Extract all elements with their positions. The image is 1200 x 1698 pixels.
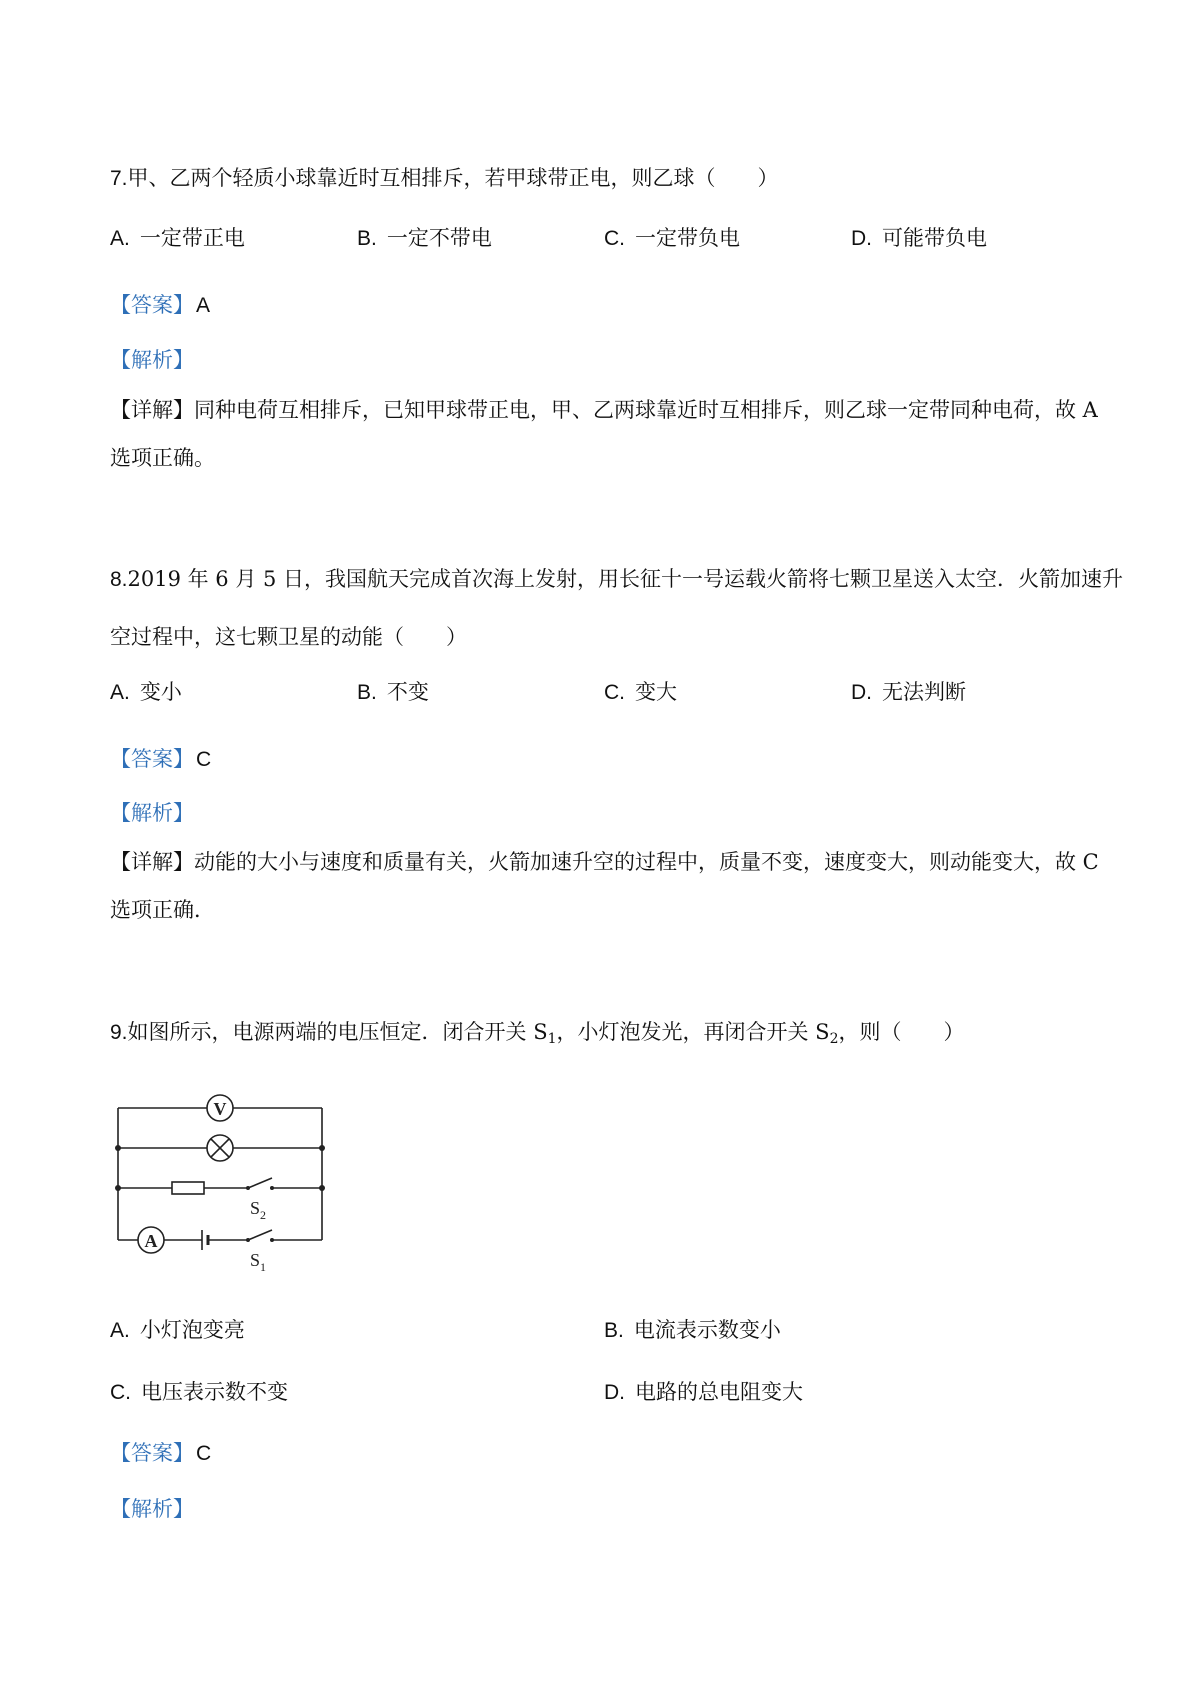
switch-s2-icon [246, 1186, 250, 1190]
q8-answer: 【答案】C [110, 747, 212, 771]
q8-stem-line1: 8.2019 年 6 月 5 日，我国航天完成首次海上发射，用长征十一号运载火箭将七颗卫星送入太空．火箭加速升 [110, 567, 1124, 591]
resistor-icon [172, 1182, 204, 1194]
q8-option-c: C. 变大 [604, 680, 677, 704]
q8-option-a: A. 变小 [110, 680, 182, 704]
circuit-diagram [110, 1090, 330, 1280]
q7-stem: 7.甲、乙两个轻质小球靠近时互相排斥，若甲球带正电，则乙球（ ） [110, 166, 779, 190]
q9-analysis: 【解析】 [110, 1497, 194, 1521]
q7-detail-line1: 【详解】同种电荷互相排斥，已知甲球带正电，甲、乙两球靠近时互相排斥，则乙球一定带同种电荷，故 A [110, 398, 1098, 422]
q8-detail-line2: 选项正确． [110, 898, 215, 922]
battery-icon [202, 1230, 208, 1250]
voltmeter-label: V [213, 1099, 227, 1119]
q8-detail-line1: 【详解】动能的大小与速度和质量有关，火箭加速升空的过程中，质量不变，速度变大，则动能变大，故 C [110, 850, 1099, 874]
q9-answer: 【答案】C [110, 1441, 212, 1465]
q7-option-a: A. 一定带正电 [110, 226, 245, 250]
q8-option-b: B. 不变 [357, 680, 429, 704]
lamp-icon [207, 1135, 233, 1161]
q9-option-c: C. 电压表示数不变 [110, 1380, 288, 1404]
q8-stem-line2: 空过程中，这七颗卫星的动能（ ） [110, 625, 467, 649]
switch-s2-label: $S_2$ [250, 1198, 267, 1222]
q7-option-b: B. 一定不带电 [357, 226, 492, 250]
q7-answer: 【答案】A [110, 293, 211, 317]
q9-option-a: A. 小灯泡变亮 [110, 1318, 245, 1342]
q9-option-d: D. 电路的总电阻变大 [604, 1380, 803, 1404]
switch-s1-icon [246, 1238, 250, 1242]
switch-s1-label: $S_1$ [250, 1250, 267, 1274]
q9-stem: 9.如图所示，电源两端的电压恒定．闭合开关 $S_1$，小灯泡发光，再闭合开关 $S_2$，则（ ） [110, 1020, 965, 1047]
q9-option-b: B. 电流表示数变小 [604, 1318, 781, 1342]
ammeter-label: A [144, 1231, 158, 1251]
q7-option-c: C. 一定带负电 [604, 226, 740, 250]
q7-option-d: D. 可能带负电 [851, 226, 987, 250]
q7-analysis: 【解析】 [110, 348, 194, 372]
q8-option-d: D. 无法判断 [851, 680, 966, 704]
q8-analysis: 【解析】 [110, 801, 194, 825]
q7-detail-line2: 选项正确。 [110, 446, 215, 470]
